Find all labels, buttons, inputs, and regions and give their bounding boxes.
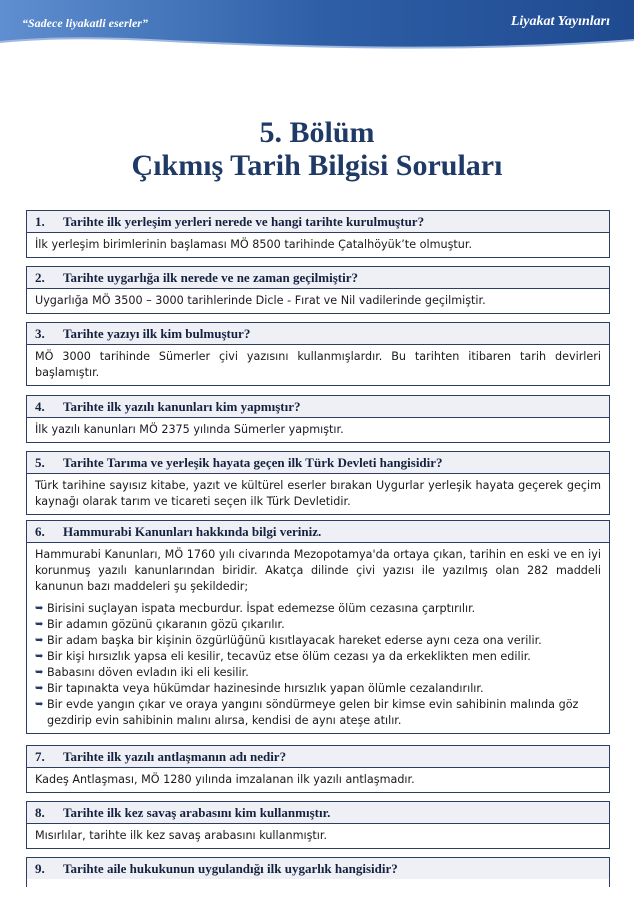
answer-text: İlk yerleşim birimlerinin başlaması MÖ 8500 tarihinde Çatalhöyük’te olmuştur.	[35, 238, 473, 251]
question-heading	[27, 267, 609, 289]
question-text: Tarihte ilk yerleşim yerleri nerede ve hangi tarihte kurulmuştur?	[63, 214, 425, 229]
question-box	[26, 451, 610, 515]
list-item: ➥ Bir adam başka bir kişinin özgürlüğünü kısıtlayacak hareket ederse aynı ceza ona verilir.	[35, 633, 601, 649]
question-box	[26, 395, 610, 443]
question-text: Hammurabi Kanunları hakkında bilgi veriniz.	[63, 524, 322, 539]
header-publisher: Liyakat Yayınları	[510, 14, 610, 29]
list-item: ➥ Bir tapınakta veya hükümdar hazinesinde hırsızlık yapan ölümle cezalandırılır.	[35, 681, 601, 697]
question-number: 5.	[35, 455, 45, 470]
question-heading	[27, 452, 609, 474]
question-text: Tarihte aile hukukunun uygulandığı ilk uygarlık hangisidir?	[63, 861, 398, 876]
answer-text: Kadeş Antlaşması, MÖ 1280 yılında imzalanan ilk yazılı antlaşmadır.	[35, 773, 415, 786]
list-item: ➥ Bir adamın gözünü çıkaranın gözü çıkarılır.	[35, 617, 601, 633]
arrow-bullet-icon	[35, 601, 43, 617]
answer-text: Türk tarihine sayısız kitabe, yazıt ve kültürel eserler bırakan Uygurlar yerleşik hayata geçerek geçim kaynağı olarak tarım ve ticareti seçen ilk Türk Devletidir.	[35, 479, 601, 508]
question-number: 7.	[35, 749, 45, 764]
question-number: 8.	[35, 805, 45, 820]
question-heading	[27, 211, 609, 233]
chapter-number: 5. Bölüm	[259, 116, 375, 149]
arrow-bullet-icon	[35, 697, 43, 713]
question-text: Tarihte Tarıma ve yerleşik hayata geçen ilk Türk Devleti hangisidir?	[63, 455, 443, 470]
question-heading	[27, 802, 609, 824]
question-text: Tarihte yazıyı ilk kim bulmuştur?	[63, 326, 251, 341]
question-heading	[27, 521, 609, 543]
arrow-bullet-icon	[35, 681, 43, 697]
question-box	[26, 322, 610, 386]
question-box	[26, 520, 610, 734]
header-band	[0, 0, 634, 62]
question-text: Tarihte ilk yazılı kanunları kim yapmıştır?	[63, 399, 301, 414]
list-item: ➥ Babasını döven evladın iki eli kesilir.	[35, 665, 601, 681]
chapter-title: Çıkmış Tarih Bilgisi Soruları	[131, 149, 503, 182]
arrow-bullet-icon	[35, 617, 43, 633]
answer-text: Uygarlığa MÖ 3500 – 3000 tarihlerinde Dicle - Fırat ve Nil vadilerinde geçilmiştir.	[35, 294, 486, 307]
list-item: ➥ Bir kişi hırsızlık yapsa eli kesilir, tecavüz etse ölüm cezası ya da erkeklikten men edilir.	[35, 649, 601, 665]
question-text: Tarihte ilk yazılı antlaşmanın adı nedir?	[63, 749, 287, 764]
question-heading	[27, 323, 609, 345]
answer-text: Mısırlılar, tarihte ilk kez savaş arabasını kullanmıştır.	[35, 829, 328, 842]
question-number: 4.	[35, 399, 45, 414]
arrow-bullet-icon	[35, 665, 43, 681]
question-heading	[27, 746, 609, 768]
question-number: 9.	[35, 861, 45, 876]
question-number: 1.	[35, 214, 45, 229]
answer-text: MÖ 3000 tarihinde Sümerler çivi yazısını kullanmışlardır. Bu tarihten itibaren tarih devirleri başlamıştır.	[35, 350, 601, 379]
question-box	[26, 801, 610, 849]
answer-text: Hammurabi Kanunları, MÖ 1760 yılı civarında Mezopotamya'da ortaya çıkan, tarihin en eski ve en iyi korunmuş yazılı kanunlarından biridir. Akatça dilinde çivi yazısı ile yazılmış olan 282 maddeli kanunun bazı maddeleri şu şekildedir;	[35, 548, 601, 593]
arrow-bullet-icon	[35, 649, 43, 665]
question-box	[26, 266, 610, 314]
question-text: Tarihte uygarlığa ilk nerede ve ne zaman geçilmiştir?	[63, 270, 358, 285]
law-list	[27, 599, 609, 733]
list-item: ➥ Birisini suçlayan ispata mecburdur. İspat edemezse ölüm cezasına çarptırılır.	[35, 601, 601, 617]
question-number: 3.	[35, 326, 45, 341]
question-heading	[27, 858, 609, 879]
page-header	[0, 0, 634, 62]
question-number: 2.	[35, 270, 45, 285]
question-text: Tarihte ilk kez savaş arabasını kim kullanmıştır.	[63, 805, 331, 820]
arrow-bullet-icon	[35, 633, 43, 649]
header-slogan: “Sadece liyakatli eserler”	[22, 16, 148, 30]
question-box	[26, 745, 610, 793]
question-box	[26, 857, 610, 887]
answer-text: İlk yazılı kanunları MÖ 2375 yılında Sümerler yapmıştır.	[35, 423, 344, 436]
question-number: 6.	[35, 524, 45, 539]
list-item: ➥ Bir evde yangın çıkar ve oraya yangını söndürmeye gelen bir kimse evin sahibinin malında göz gezdirip evin sahibinin malını alırsa, kendisi de aynı ateşe atılır.	[35, 697, 601, 729]
question-box	[26, 210, 610, 258]
question-heading	[27, 396, 609, 418]
